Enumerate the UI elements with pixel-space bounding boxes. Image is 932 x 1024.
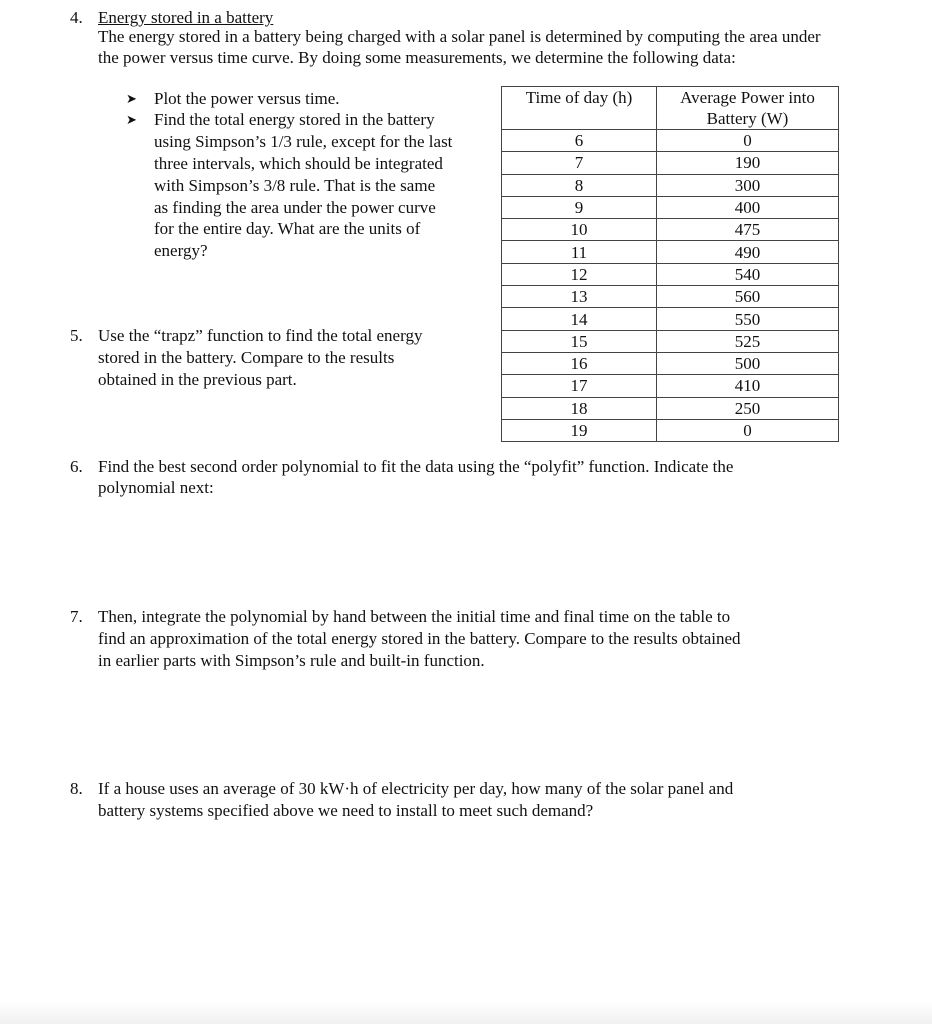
question-7-line-3: in earlier parts with Simpson’s rule and built-in function. [98,651,485,670]
power-cell: 300 [657,174,839,196]
bullet-2-line-5: as finding the area under the power curve [154,198,436,217]
bullet-1-line-1: Plot the power versus time. [154,89,340,108]
time-cell: 15 [502,330,657,352]
question-6-number: 6. [70,457,83,476]
arrow-bullet-icon: ➤ [126,91,137,106]
question-6-line-2: polynomial next: [98,478,214,497]
power-cell: 0 [657,130,839,152]
question-8-number: 8. [70,779,83,798]
time-cell: 8 [502,174,657,196]
table-row [502,308,839,330]
power-column-header-line-1: Average Power into [680,88,815,107]
time-cell: 14 [502,308,657,330]
table-row [502,152,839,174]
time-cell: 6 [502,130,657,152]
power-cell: 190 [657,152,839,174]
table-row [502,375,839,397]
question-8-line-2: battery systems specified above we need to install to meet such demand? [98,801,594,820]
question-5-line-2: stored in the battery. Compare to the results [98,348,395,367]
question-4-intro-line-1: The energy stored in a battery being charged with a solar panel is determined by computing the area under [98,27,821,46]
table-row [502,263,839,285]
power-cell: 490 [657,241,839,263]
time-cell: 11 [502,241,657,263]
time-cell: 10 [502,219,657,241]
question-7-line-1: Then, integrate the polynomial by hand between the initial time and final time on the table to [98,607,731,626]
power-cell: 250 [657,397,839,419]
time-cell: 16 [502,352,657,374]
question-5-line-1: Use the “trapz” function to find the total energy [98,326,423,345]
question-5-number: 5. [70,326,83,345]
table-header-row [502,87,839,130]
bullet-2-line-1: Find the total energy stored in the battery [154,110,435,129]
table-row [502,174,839,196]
table-row [502,352,839,374]
time-cell: 17 [502,375,657,397]
page-bottom-edge [0,1002,932,1024]
question-6-line-1: Find the best second order polynomial to fit the data using the “polyfit” function. Indicate the [98,457,734,476]
power-data-table [501,86,839,442]
question-5-line-3: obtained in the previous part. [98,370,297,389]
bullet-2-line-2: using Simpson’s 1/3 rule, except for the last [154,132,453,151]
time-cell: 13 [502,286,657,308]
table-row [502,130,839,152]
power-cell: 550 [657,308,839,330]
question-8-line-1: If a house uses an average of 30 kW·h of electricity per day, how many of the solar panel and [98,779,734,798]
time-cell: 19 [502,419,657,441]
time-cell: 7 [502,152,657,174]
table-row [502,419,839,441]
table-row [502,196,839,218]
time-column-header: Time of day (h) [502,87,657,130]
table-row [502,397,839,419]
bullet-2-line-4: with Simpson’s 3/8 rule. That is the same [154,176,436,195]
power-cell: 500 [657,352,839,374]
power-cell: 475 [657,219,839,241]
power-cell: 410 [657,375,839,397]
bullet-2-line-6: for the entire day. What are the units of [154,219,421,238]
table-row [502,330,839,352]
power-cell: 0 [657,419,839,441]
bullet-2-line-3: three intervals, which should be integrated [154,154,443,173]
table-row [502,219,839,241]
time-cell: 18 [502,397,657,419]
question-7-number: 7. [70,607,83,626]
arrow-bullet-icon: ➤ [126,112,137,127]
power-cell: 525 [657,330,839,352]
power-cell: 560 [657,286,839,308]
table-row [502,241,839,263]
question-7-line-2: find an approximation of the total energy stored in the battery. Compare to the results obtained [98,629,741,648]
question-4-number: 4. [70,8,83,27]
bullet-2-line-7: energy? [154,241,208,260]
time-cell: 12 [502,263,657,285]
power-column-header [657,87,839,130]
table-row [502,286,839,308]
power-cell: 400 [657,196,839,218]
question-4-title: Energy stored in a battery [98,8,274,27]
time-cell: 9 [502,196,657,218]
power-column-header-line-2: Battery (W) [706,109,789,128]
question-4-intro-line-2: the power versus time curve. By doing some measurements, we determine the following data: [98,48,736,67]
power-cell: 540 [657,263,839,285]
